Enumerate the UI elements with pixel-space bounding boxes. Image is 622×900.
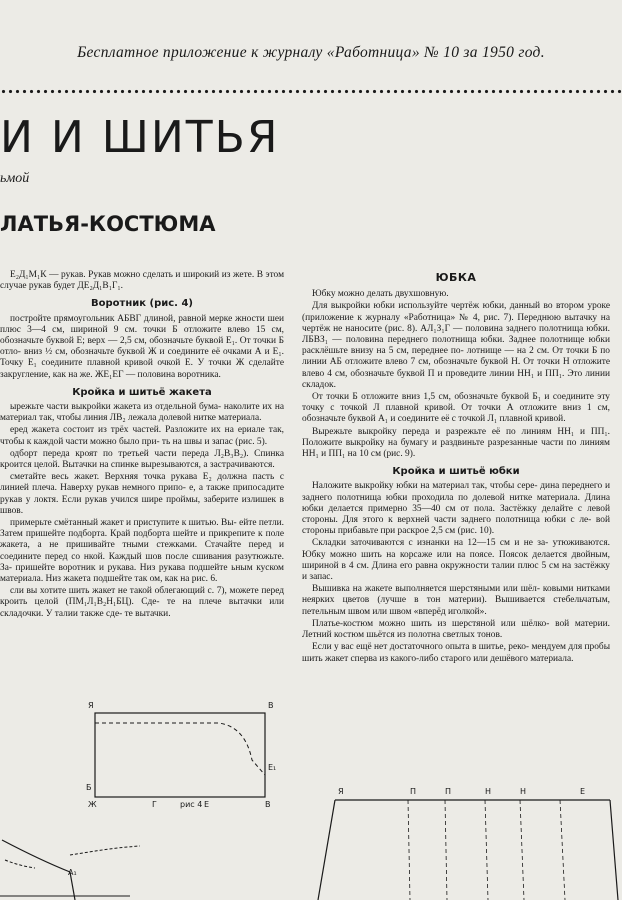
intro-paragraph: Е₂Д₁М₁К — рукав. Рукав можно сделать и широкий из жете. В этом случае рукав будет ДЕ₂Д₁В₁Г₁. xyxy=(0,270,284,292)
jacket-paragraph-3: одборт переда кроят по третьей части переда Л₂В₃В₂). Спинка кроится целой. Вытачки на спинке вырезываются, а застрачиваются. xyxy=(0,448,284,471)
page-title: И И ШИТЬЯ xyxy=(0,112,280,163)
jacket-paragraph-1: ырежьте части выкройки жакета из отдельной бума- наколите их на материал так, чтобы линия ЛВ₂ лежала долевой нитке материала. xyxy=(0,402,284,424)
jacket-paragraph-4: сметайте весь жакет. Верхняя точка рукава Е₂ должна пасть с линией плеча. Наверху рукав немного припо- е, а также припосадите рукав у локтя. Если рукав учился шире проймы, заберите излишек в швов. xyxy=(0,472,284,516)
collar-dashed-line xyxy=(95,723,265,775)
fig4-label-ya: Я xyxy=(88,701,94,710)
fig4-caption: рис 4 xyxy=(180,800,203,809)
skirt-paragraph-3: От точки Б отложите вниз 1,5 см, обозначьте буквой Б₁ и соедините эту точку с точкой Л плавной кривой. От точки А отложите вниз 1 см, обозначьте буквой А₁ и соедините её с точкой Л₁ плавной кривой. xyxy=(302,392,610,425)
jacket-paragraph-5: примерьте смётанный жакет и приступите к шитью. Вы- ейте петли. Затем пришейте подборта. Край подборта шейте и прикрепите к поле жакета, а не пришивайте тными стежками. Стачайте перед и соедините перед со нкой. Каждый шов после сшивания разутюжьте. За- пришейте воротник и рукава. Низ рукава подшейте ьным куском материала. Низ жакета подшейте так ом, как на рис. 6. xyxy=(0,518,284,585)
fig4-label-e1: Е₁ xyxy=(268,763,277,772)
jacket-pattern-fragment xyxy=(2,840,75,900)
jacket-paragraph-2: еред жакета состоит из трёх частей. Разложите их на ериале так, чтобы к каждой части можно было при- ть на швы и запас (рис. 5). xyxy=(0,425,284,447)
skirt-heading: ЮБКА xyxy=(435,271,477,284)
skirt-sew-heading: Кройка и шитьё юбки xyxy=(392,466,520,478)
fig-bottom-label-a1: А₁ xyxy=(68,868,77,877)
fig-right-label-p2: П xyxy=(445,787,452,796)
skirt-paragraph-4: Вырежьте выкройку переда и разрежьте её по линиям НН₁ и ПП₁. Положите выкройку на бумагу и раздвиньте разрезанные части по линиям НН₁ и ПП₁ на 10 см (рис. 9). xyxy=(302,426,610,460)
right-column xyxy=(302,270,610,666)
skirt-sew-paragraph-4: Платье-костюм можно шить из шерстяной или шёлко- вой материи. Летний костюм шьётся из полотна светлых тонов. xyxy=(302,618,610,641)
dotted-divider xyxy=(0,88,622,95)
section-title: ЛАТЬЯ-КОСТЮМА xyxy=(0,212,216,236)
collar-rectangle xyxy=(95,713,265,797)
fig4-label-g: Г xyxy=(152,800,157,809)
skirt-sew-paragraph-2: Складки заточиваются с изнанки на 12—15 см и не за- утюживаются. Юбку можно шить на корсаже или на поясе. Поясок делается двойным, шириной в 4 см. Длина его равна окружности талии плюс 5 см на застёжку и запас. xyxy=(302,538,610,583)
fig-right-label-n2: Н xyxy=(520,787,527,796)
fig-right-label-ya: Я xyxy=(338,787,344,796)
skirt-sew-paragraph-1: Наложите выкройку юбки на материал так, чтобы сере- дина переднего и заднего полотнища юбки проходила по долевой нитке материала. Длина юбки делается примерно 35—40 см от пола. Застёжку делайте с левой стороны. Для этого к верхней части заднего полотнища юбки с ле- вой стороны прибавьте при раскрое 2,5 см (рис. 10). xyxy=(302,481,610,537)
fig4-label-b: Б xyxy=(86,783,92,792)
fig4-label-v2: В xyxy=(265,800,271,809)
skirt-sew-paragraph-3: Вышивка на жакете выполняется шерстяными или шёл- ковыми нитками неярких цветов (лучше в тон материи). Вышивается стебельчатым, петельным швом или швом «вперёд иголкой». xyxy=(302,584,610,617)
jacket-heading: Кройка и шитьё жакета xyxy=(72,386,212,398)
jacket-pattern-stitch xyxy=(5,846,140,868)
collar-heading: Воротник (рис. 4) xyxy=(91,298,193,310)
skirt-paragraph-2: Для выкройки юбки используйте чертёж юбки, данный во втором уроке (приложение к журналу «Работница» № 4, рис. 7). Переднюю вытачку на чертёж не наносите (рис. 8). АЛ₁З₁Г — половина заднего полотнища юбки. ЛБВЗ₁ — половина переднего полотнища юбки. Заднее полотнище юбки расклёшьте внизу на 5 см, переднее по- лотнище — на 2 см. От точки Б по линии АБ отложите влево 7 см, обозначьте буквой Н. От точки Н отложите влево 4 см, обозначьте буквой П и проведите линии НН₁ и ПП₁. Это линии складок. xyxy=(302,301,610,390)
skirt-paragraph-1: Юбку можно делать двухшовную. xyxy=(312,289,449,300)
fig4-label-zh: Ж xyxy=(88,800,97,809)
fig-right-label-n: Н xyxy=(485,787,492,796)
fig-right-label-p: П xyxy=(410,787,417,796)
fig4-label-e: Е xyxy=(204,800,210,809)
page-header: Бесплатное приложение к журналу «Работница» № 10 за 1950 год. xyxy=(77,44,545,61)
skirt-pattern-top-line xyxy=(318,800,618,900)
skirt-pattern-folds xyxy=(408,800,565,900)
collar-paragraph: постройте прямоугольник АБВГ длиной, равной мерке жности шеи плюс 3—4 см, шириной 9 см. точки Б отложите влево 15 см, обозначьте буквой Е; верх — 2,5 см, обозначьте буквой Е₁. От точки Б отло- вниз ½ см, обозначьте буквой Ж и соедините её очками А и Е₁. Точку Е₁ соедините плавной кривой очкой Е. У точки Ж сделайте закругление, как на же. ЖЕ₁ЕГ — половина воротника. xyxy=(0,313,284,380)
fig-right-label-e: Е xyxy=(580,787,586,796)
jacket-paragraph-6: сли вы хотите шить жакет не такой облегающий с. 7), можете перед кроить целой (ПМ₁Л₁В₂Н₁БЦ). Сде- те на плече вытачки или складочки. У талии также сде- те вытачки. xyxy=(0,586,284,619)
page-subtitle: ьмой xyxy=(0,171,30,186)
skirt-sew-paragraph-5: Если у вас ещё нет достаточного опыта в шитье, реко- мендуем для пробы шить жакет сперва из какого-либо старого или дешёвого материала. xyxy=(302,642,610,664)
left-column xyxy=(0,270,284,621)
fig4-label-v: В xyxy=(268,701,274,710)
